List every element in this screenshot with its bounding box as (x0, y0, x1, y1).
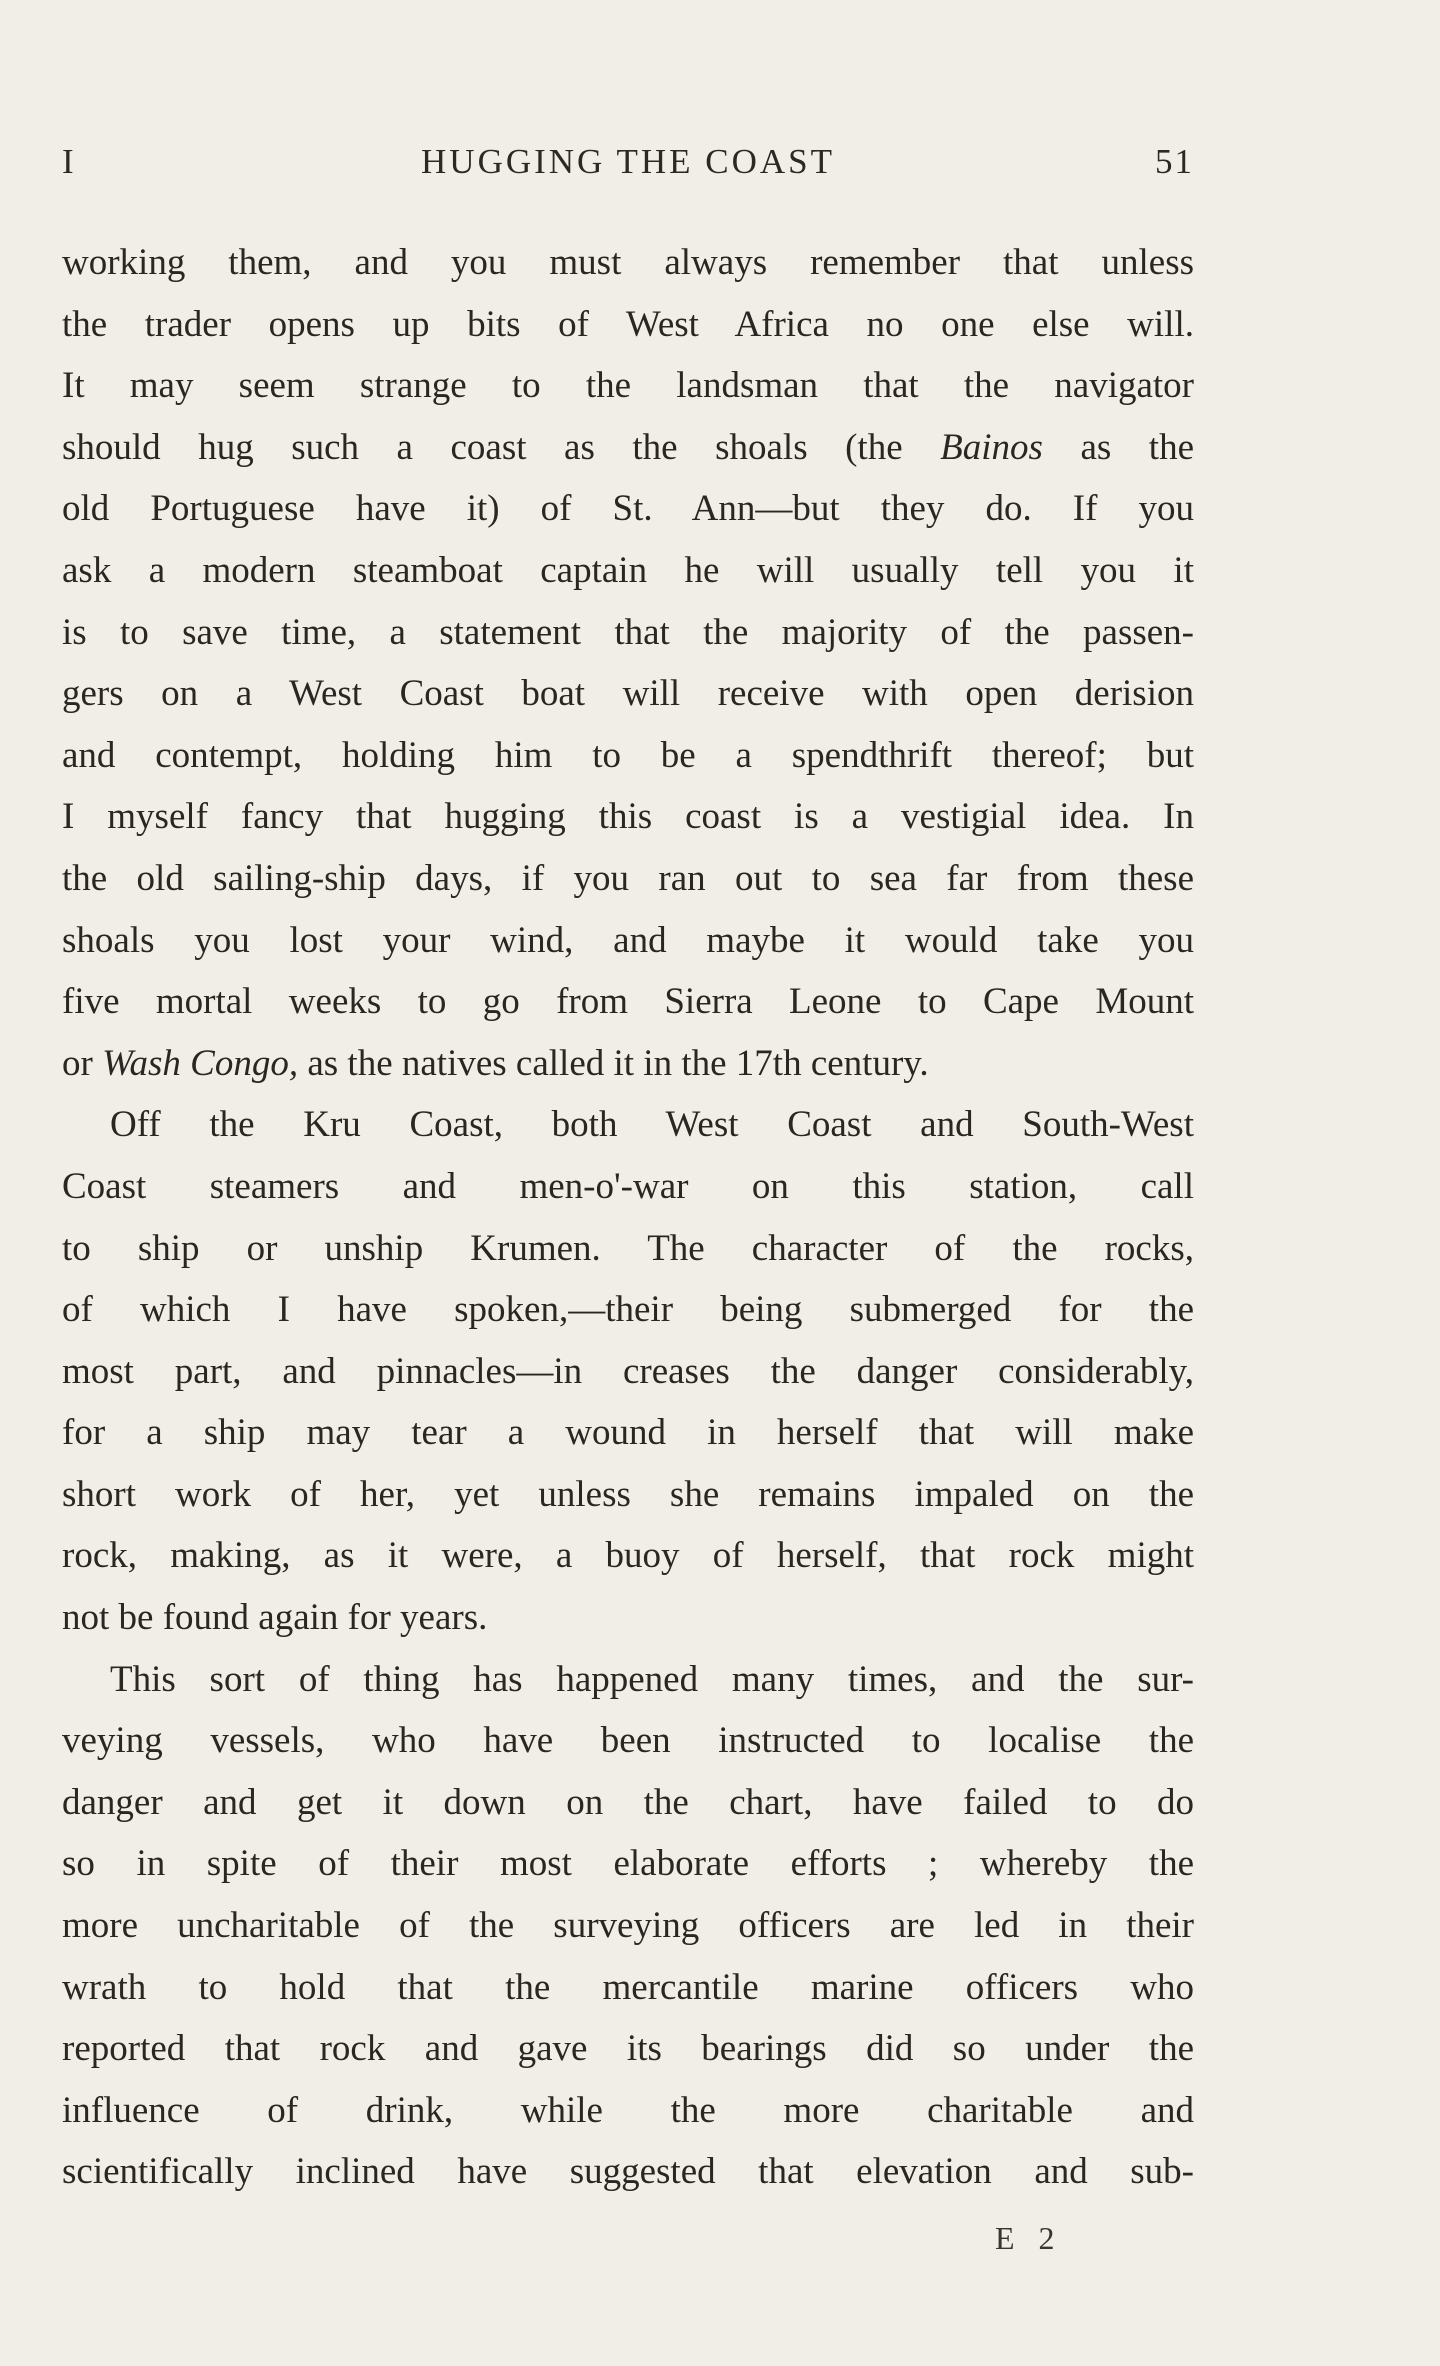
text-line: influence of drink, while the more charitable and (62, 2089, 1194, 2131)
chapter-number: I (62, 142, 76, 181)
text-line: shoals you lost your wind, and maybe it would take you (62, 919, 1194, 961)
text-line (62, 1033, 1194, 1095)
text-line: gers on a West Coast boat will receive with open derision (62, 673, 1194, 715)
text-line: danger and get it down on the chart, have failed to do (62, 1781, 1194, 1823)
italic-term: Bainos (940, 426, 1043, 468)
text-segment: as the (1042, 426, 1194, 468)
text-line (62, 417, 1194, 479)
text-line: of which I have spoken,—their being submerged for the (62, 1289, 1194, 1331)
text-line: to ship or unship Krumen. The character of the rocks, (62, 1227, 1194, 1269)
italic-term: Wash Congo, (102, 1042, 299, 1084)
text-line: working them, and you must always remember that unless (62, 242, 1194, 283)
text-line: I myself fancy that hugging this coast is a vestigial idea. In (62, 796, 1194, 838)
text-line: reported that rock and gave its bearings did so under the (62, 2028, 1194, 2070)
text-line: It may seem strange to the landsman that the navigator (62, 365, 1194, 407)
text-line: and contempt, holding him to be a spendthrift thereof; but (62, 734, 1194, 776)
text-segment: or (62, 1042, 103, 1084)
text-line: the trader opens up bits of West Africa no one else will. (62, 303, 1194, 345)
text-line: rock, making, as it were, a buoy of herself, that rock might (62, 1535, 1194, 1577)
text-line: more uncharitable of the surveying officers are led in their (62, 1905, 1194, 1947)
text-line: not be found again for years. (62, 1597, 488, 1639)
body-text (62, 232, 1194, 2203)
text-line: ask a modern steamboat captain he will usually tell you it (62, 549, 1194, 591)
text-line: most part, and pinnacles—in creases the danger considerably, (62, 1350, 1194, 1392)
text-line: wrath to hold that the mercantile marine officers who (62, 1966, 1194, 2008)
text-line: old Portuguese have it) of St. Ann—but they do. If you (62, 488, 1194, 530)
text-segment: should hug such a coast as the shoals (the (62, 426, 941, 468)
text-segment: as the natives called it in the 17th century. (298, 1042, 929, 1084)
page-number: 51 (1155, 142, 1194, 181)
text-line: Coast steamers and men-o'-war on this station, call (62, 1165, 1194, 1207)
text-line: This sort of thing has happened many times, and the sur- (110, 1658, 1194, 1700)
text-line: is to save time, a statement that the majority of the passen- (62, 611, 1194, 653)
text-line: so in spite of their most elaborate efforts ; whereby the (62, 1843, 1194, 1885)
running-title: HUGGING THE COAST (421, 142, 835, 181)
running-head (62, 142, 1194, 192)
text-line: scientifically inclined have suggested that elevation and sub- (62, 2151, 1194, 2193)
text-line: the old sailing-ship days, if you ran out to sea far from these (62, 857, 1194, 899)
text-line: short work of her, yet unless she remains impaled on the (62, 1473, 1194, 1515)
text-line: for a ship may tear a wound in herself that will make (62, 1412, 1194, 1454)
text-line: veying vessels, who have been instructed to localise the (62, 1720, 1194, 1762)
signature-mark: E 2 (995, 2220, 1063, 2256)
text-line: five mortal weeks to go from Sierra Leone to Cape Mount (62, 981, 1194, 1023)
text-line: Off the Kru Coast, both West Coast and South-West (110, 1104, 1194, 1146)
